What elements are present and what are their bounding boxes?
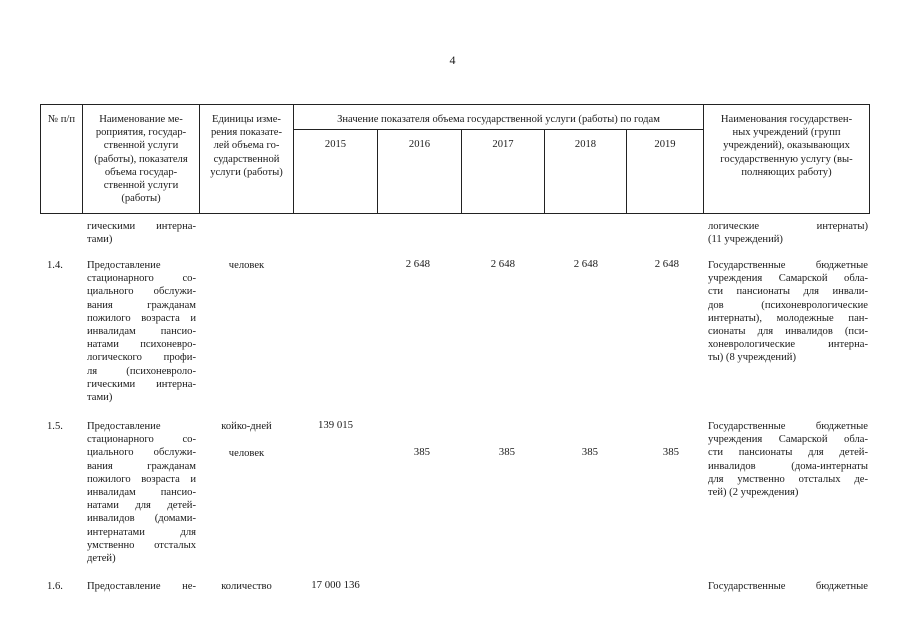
header-unit: Единицы изме- рения показате- лей объема го- сударственной услуги (работы) (210, 114, 283, 178)
row-unit: человек (228, 260, 265, 271)
row-name: Предоставление стационарного со- циального обслужи- вания гражданам пожилого возраста и инвалидам пансио- натами для детей- инвалидов (домами- интернатами для умственно отсталых детей) (87, 421, 196, 565)
value-2018: 385 (581, 446, 598, 458)
table-top-border (40, 104, 870, 105)
header-bottom-border (40, 213, 870, 214)
value-2016: 2 648 (405, 258, 430, 270)
value-2015: 17 000 136 (311, 579, 360, 591)
carry-over-institutions: логические интернаты) (11 учреждений) (708, 221, 868, 246)
header-name: Наименование ме- роприятия, государ- ственной услуги (работы), показателя объема государ- ственной услуги (работы) (94, 114, 188, 205)
value-2019: 2 648 (654, 258, 679, 270)
header-year-2017: 2017 (492, 139, 514, 150)
carry-over-name: гическими интерна- тами) (87, 221, 196, 246)
header-year-2019: 2019 (654, 139, 676, 150)
header-values: Значение показателя объема государственной услуги (работы) по годам (337, 114, 660, 125)
row-unit-persons: человек (228, 448, 265, 459)
row-institutions: Государственные бюджетные (708, 581, 868, 592)
page-number: 4 (449, 53, 456, 67)
header-year-2016: 2016 (408, 139, 431, 150)
header-num: № п/п (47, 114, 76, 125)
col-border-5 (869, 104, 870, 214)
row-name: Предоставление стационарного со- циального обслужи- вания гражданам пожилого возраста и инвалидам пансио- натами психоневро- логического профи- ля (психоневроло- гическими интерна- тами) (87, 260, 196, 404)
header-year-2018: 2018 (574, 139, 597, 150)
value-2017: 385 (498, 446, 515, 458)
row-institutions: Государственные бюджетные учреждения Самарской обла- сти пансионаты для детей- инвалидов (дома-интернаты для умственно отсталых де- тей) (2 учреждения) (708, 421, 868, 499)
row-unit-bed-days: койко-дней (221, 421, 272, 432)
value-2018: 2 648 (573, 258, 598, 270)
row-number: 1.4. (47, 260, 63, 271)
row-number: 1.6. (47, 581, 63, 592)
row-name: Предоставление не- (87, 581, 196, 592)
value-2016: 385 (413, 446, 430, 458)
header-year-2015: 2015 (324, 139, 347, 150)
row-number: 1.5. (47, 421, 63, 432)
row-unit: количество (221, 581, 272, 592)
value-2015: 139 015 (317, 419, 354, 431)
row-institutions: Государственные бюджетные учреждения Самарской обла- сти пансионаты для инвали- дов (психоневрологические интернаты), молодежные пан- сионаты для инвалидов (пси- хоневрологические интерна- ты) (8 учреждений) (708, 260, 868, 364)
years-divider (293, 129, 703, 130)
value-2019: 385 (662, 446, 679, 458)
value-2017: 2 648 (490, 258, 515, 270)
header-institutions: Наименования государствен- ных учреждений (групп учреждений), оказывающих государственную услугу (вы- полняющих работу) (720, 114, 853, 178)
